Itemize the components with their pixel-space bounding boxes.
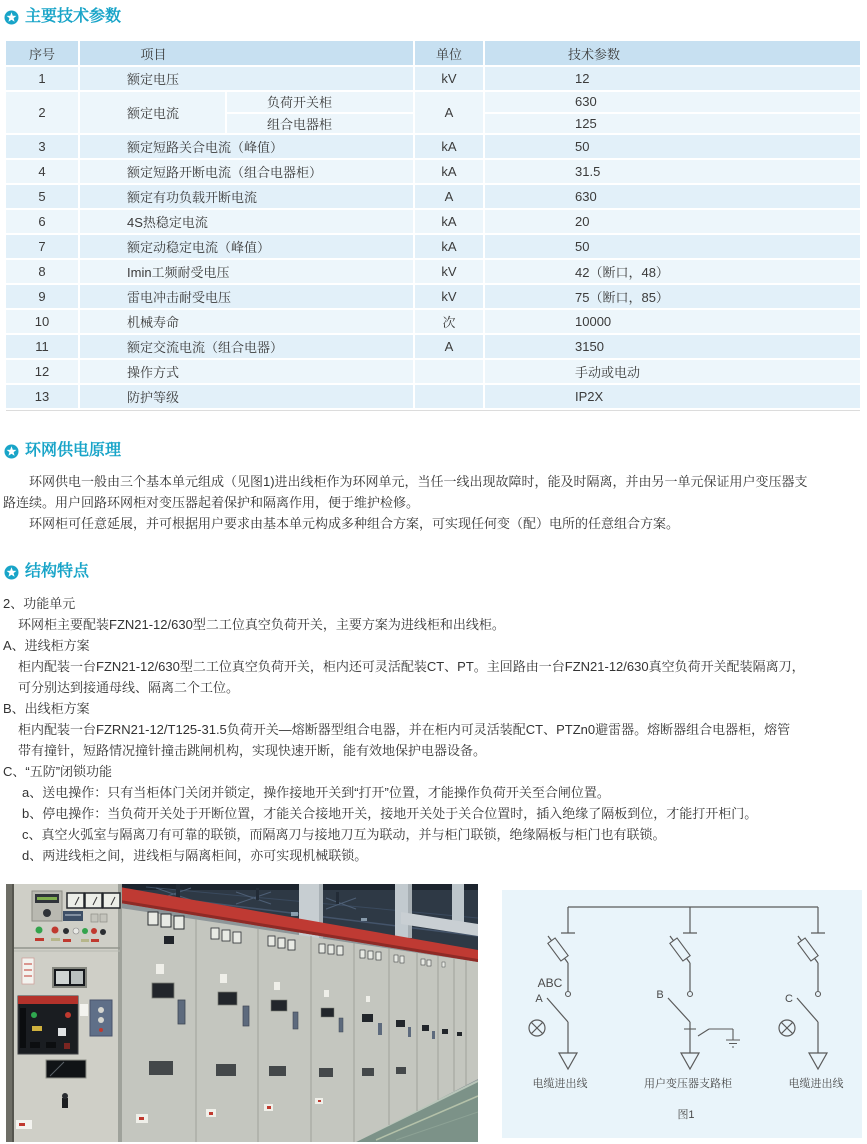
sub-item-column: 负荷开关柜 组合电器柜 bbox=[227, 92, 415, 133]
sub-value-column: 630 125 bbox=[485, 92, 860, 133]
text-line: 柜内配装一台FZRN21-12/T125-31.5负荷开关—熔断器型组合电器，并在柜内可灵活装配CT、PTZn0避雷器。熔断器组合电器柜，熔管 bbox=[18, 722, 791, 737]
text-line: 柜内配装一台FZN21-12/630型二工位真空负荷开关，柜内还可灵活配装CT、PT。主回路由一台FZN21-12/630真空负荷开关配装隔离刀， bbox=[18, 659, 805, 674]
star-bullet-icon bbox=[4, 10, 19, 25]
principle-paragraphs bbox=[3, 471, 867, 534]
text-line: c、真空火弧室与隔离刀有可靠的联锁，而隔离刀与接地刀互为联动，并与柜门联锁，绝缘隔板与柜门也有联锁。 bbox=[22, 827, 666, 842]
section-title-text: 主要技术参数 bbox=[25, 8, 122, 25]
section-title-params bbox=[4, 0, 867, 27]
tech-params-table bbox=[6, 41, 860, 411]
col-header-value: 技术参数 bbox=[568, 46, 621, 62]
table-row: 1 额定电压 kV 12 bbox=[6, 67, 860, 92]
text-line: 环网柜主要配装FZN21-12/630型二工位真空负荷开关，主要方案为进线柜和出线柜。 bbox=[18, 617, 505, 632]
table-row: 12 操作方式 手动或电动 bbox=[6, 360, 860, 385]
table-row: 13 防护等级 IP2X bbox=[6, 385, 860, 410]
col-header-item: 项目 bbox=[80, 41, 415, 65]
text-line: a、送电操作：只有当柜体门关闭并锁定，操作接地开关到“打开”位置，才能操作负荷开关至合闸位置。 bbox=[22, 785, 610, 800]
diagram-label-b: B bbox=[656, 989, 664, 1001]
table-row-merged: 2 额定电流 负荷开关柜 组合电器柜 A 630 125 bbox=[6, 92, 860, 135]
diagram-label-c: C bbox=[785, 993, 793, 1005]
table-row: 4 额定短路开断电流（组合电器柜） kA 31.5 bbox=[6, 160, 860, 185]
table-row: 9 雷电冲击耐受电压 kV 75（断口，85） bbox=[6, 285, 860, 310]
switchgear-photo bbox=[6, 884, 478, 1142]
features-list bbox=[3, 593, 867, 866]
col-header-no: 序号 bbox=[6, 41, 80, 65]
section-title-principle bbox=[4, 441, 867, 461]
text-line: b、停电操作：当负荷开关处于开断位置，才能关合接地开关，接地开关处于关合位置时，插入绝缘了隔板到位，才能打开柜门。 bbox=[22, 806, 758, 821]
text-line: A、进线柜方案 bbox=[3, 638, 90, 653]
ring-network-diagram bbox=[502, 890, 862, 1138]
text-line: 2、功能单元 bbox=[3, 596, 76, 611]
text-line: 环网柜可任意延展，并可根据用户要求由基本单元构成多种组合方案，可实现任何变（配）电所的任意组合方案。 bbox=[29, 516, 680, 531]
foreground-cabinet bbox=[6, 884, 122, 1142]
table-row: 5 额定有功负载开断电流 A 630 bbox=[6, 185, 860, 210]
text-line: 可分别达到接通母线、隔离二个工位。 bbox=[18, 680, 240, 695]
figure-row bbox=[6, 884, 867, 1142]
table-row: 3 额定短路关合电流（峰值） kA 50 bbox=[6, 135, 860, 160]
table-row: 10 机械寿命 次 10000 bbox=[6, 310, 860, 335]
diagram-label-a: A bbox=[535, 993, 543, 1005]
section-title-text: 环网供电原理 bbox=[25, 442, 122, 459]
table-row: 8 Imin工频耐受电压 kV 42（断口，48） bbox=[6, 260, 860, 285]
star-bullet-icon bbox=[4, 565, 19, 580]
text-line: d、两进线柜之间，进线柜与隔离柜间，亦可实现机械联锁。 bbox=[22, 848, 368, 863]
text-line: B、出线柜方案 bbox=[3, 701, 90, 716]
text-line: 带有撞针，短路情况撞针撞击跳闸机构，实现快速开断，能有效地保护电器设备。 bbox=[18, 743, 487, 758]
text-line: 环网供电一般由三个基本单元组成（见图1)进出线柜作为环网单元，当任一线出现故障时，能及时隔离，并由另一单元保证用户变压器支 bbox=[29, 474, 808, 489]
caption-cable-line-left: 电缆进出线 bbox=[532, 1078, 588, 1090]
table-row: 6 4S热稳定电流 kA 20 bbox=[6, 210, 860, 235]
col-header-unit: 单位 bbox=[415, 41, 485, 65]
table-row: 7 额定动稳定电流（峰值） kA 50 bbox=[6, 235, 860, 260]
section-title-features bbox=[4, 562, 867, 582]
text-line: C、“五防”闭锁功能 bbox=[3, 764, 113, 779]
star-bullet-icon bbox=[4, 444, 19, 459]
diagram-label-abc: ABC bbox=[537, 976, 563, 990]
caption-transformer-branch: 用户变压器支路柜 bbox=[644, 1078, 732, 1090]
figure-number: 图1 bbox=[677, 1109, 695, 1121]
table-header-row bbox=[6, 41, 860, 67]
text-line: 路连续。用户回路环网柜对变压器起着保护和隔离作用，便于维护检修。 bbox=[3, 495, 420, 510]
caption-cable-line-right: 电缆进出线 bbox=[788, 1078, 844, 1090]
table-row: 11 额定交流电流（组合电器） A 3150 bbox=[6, 335, 860, 360]
section-title-text: 结构特点 bbox=[25, 563, 90, 580]
